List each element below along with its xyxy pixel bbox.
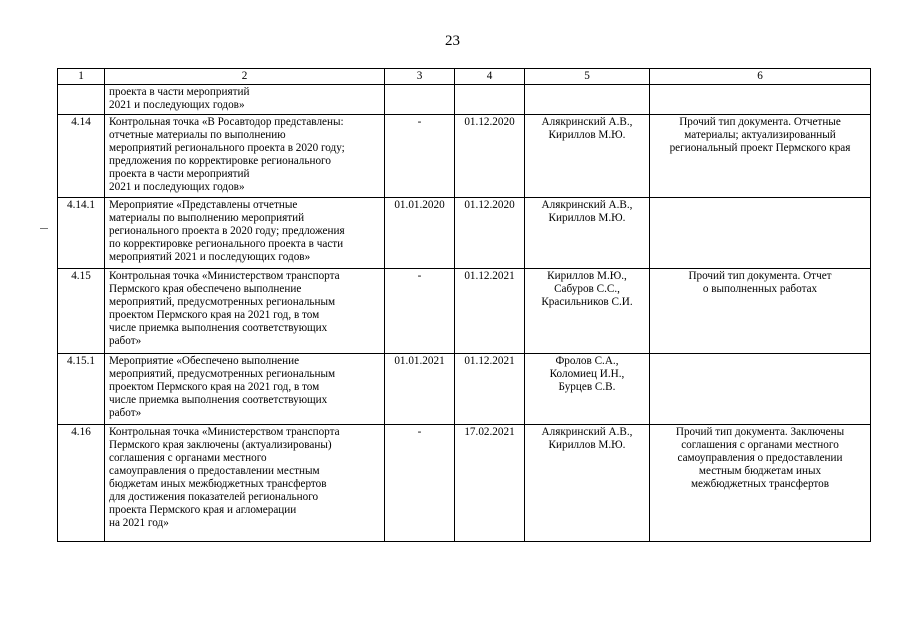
description-line: по корректировке регионального проекта в части — [109, 238, 344, 250]
description-line: проектом Пермского края на 2021 год, в том — [109, 309, 320, 321]
start-date-cell — [385, 85, 455, 115]
table-row — [58, 269, 871, 354]
description-line: Пермского края заключены (актуализированы) — [109, 439, 332, 451]
table-row — [58, 115, 871, 198]
result-line: о выполненных работах — [702, 283, 818, 295]
result-line: Прочий тип документа. Отчетные — [679, 116, 841, 128]
description-line: числе приемка выполнения соответствующих — [109, 322, 328, 334]
header-cell-3: 3 — [385, 69, 455, 85]
header-cell-5: 5 — [525, 69, 650, 85]
schedule-table — [57, 68, 871, 542]
description-line: мероприятий, предусмотренных региональным — [109, 368, 336, 380]
responsible-line: Красильников С.И. — [541, 296, 633, 308]
start-date-cell: 01.01.2020 — [385, 198, 455, 269]
end-date-cell: 01.12.2021 — [455, 354, 525, 425]
description-line: мероприятий, предусмотренных региональным — [109, 296, 336, 308]
description-cell — [105, 115, 385, 198]
description-cell — [105, 85, 385, 115]
responsible-cell — [525, 269, 650, 354]
description-line: проекта Пермского края и агломерации — [109, 504, 297, 516]
description-line: Пермского края обеспечено выполнение — [109, 283, 302, 295]
responsible-cell — [525, 85, 650, 115]
header-cell-4: 4 — [455, 69, 525, 85]
responsible-cell — [525, 115, 650, 198]
result-line: Прочий тип документа. Отчет — [688, 270, 832, 282]
description-line: бюджетам иных межбюджетных трансфертов — [109, 478, 327, 490]
description-line: для достижения показателей регионального — [109, 491, 319, 503]
end-date-cell: 17.02.2021 — [455, 425, 525, 542]
description-line: проектом Пермского края на 2021 год, в том — [109, 381, 320, 393]
row-number-cell: 4.16 — [58, 425, 105, 542]
description-line: предложения по корректировке регионального — [109, 155, 331, 167]
header-cell-1: 1 — [58, 69, 105, 85]
row-number-cell: 4.14 — [58, 115, 105, 198]
table-row — [58, 85, 871, 115]
description-line: мероприятий 2021 и последующих годов» — [109, 251, 311, 263]
description-line: самоуправления о предоставлении местным — [109, 465, 320, 477]
description-line: регионального проекта в 2020 году; предложения — [109, 225, 345, 237]
responsible-line: Алякринский А.В., — [541, 426, 633, 438]
description-line: Мероприятие «Представлены отчетные — [109, 199, 298, 211]
result-line: материалы; актуализированный — [684, 129, 836, 141]
responsible-line: Алякринский А.В., — [541, 116, 633, 128]
row-number-cell — [58, 85, 105, 115]
header-cell-6: 6 — [650, 69, 871, 85]
description-line: проекта в части мероприятий — [109, 168, 250, 180]
description-line: Мероприятие «Обеспечено выполнение — [109, 355, 300, 367]
description-line: работ» — [109, 335, 142, 347]
table-header-row — [58, 69, 871, 85]
result-cell — [650, 115, 871, 198]
responsible-cell — [525, 354, 650, 425]
description-line: соглашения с органами местного — [109, 452, 267, 464]
result-line: местным бюджетам иных — [698, 465, 822, 477]
description-line: материалы по выполнению мероприятий — [109, 212, 305, 224]
description-cell — [105, 425, 385, 542]
result-line: межбюджетных трансфертов — [690, 478, 830, 490]
row-number-cell: 4.15.1 — [58, 354, 105, 425]
description-line: 2021 и последующих годов» — [109, 99, 245, 111]
description-line: Контрольная точка «В Росавтодор представлены: — [109, 116, 344, 128]
row-number-cell: 4.15 — [58, 269, 105, 354]
end-date-cell — [455, 85, 525, 115]
result-cell — [650, 425, 871, 542]
result-line: самоуправления о предоставлении — [677, 452, 843, 464]
start-date-cell: 01.01.2021 — [385, 354, 455, 425]
description-line: 2021 и последующих годов» — [109, 181, 245, 193]
table-row — [58, 354, 871, 425]
description-line: работ» — [109, 407, 142, 419]
responsible-line: Бурцев С.В. — [558, 381, 616, 393]
start-date-cell: - — [385, 269, 455, 354]
row-number-cell: 4.14.1 — [58, 198, 105, 269]
responsible-line: Коломиец И.Н., — [549, 368, 625, 380]
end-date-cell: 01.12.2020 — [455, 115, 525, 198]
responsible-line: Сабуров С.С., — [554, 283, 620, 295]
end-date-cell: 01.12.2021 — [455, 269, 525, 354]
result-cell — [650, 85, 871, 115]
description-cell — [105, 198, 385, 269]
result-line: Прочий тип документа. Заключены — [675, 426, 845, 438]
result-cell — [650, 269, 871, 354]
responsible-cell — [525, 198, 650, 269]
table-row — [58, 425, 871, 542]
description-cell — [105, 354, 385, 425]
responsible-line: Кириллов М.Ю. — [548, 129, 626, 141]
description-line: отчетные материалы по выполнению — [109, 129, 286, 141]
responsible-cell — [525, 425, 650, 542]
description-line: Контрольная точка «Министерством транспорта — [109, 426, 340, 438]
result-cell — [650, 354, 871, 425]
responsible-line: Кириллов М.Ю. — [548, 439, 626, 451]
result-cell — [650, 198, 871, 269]
start-date-cell: - — [385, 115, 455, 198]
responsible-line: Кириллов М.Ю. — [548, 212, 626, 224]
responsible-line: Фролов С.А., — [555, 355, 619, 367]
description-line: числе приемка выполнения соответствующих — [109, 394, 328, 406]
end-date-cell: 01.12.2020 — [455, 198, 525, 269]
table-row — [58, 198, 871, 269]
margin-mark — [40, 228, 48, 229]
result-line: региональный проект Пермского края — [669, 142, 851, 154]
responsible-line: Алякринский А.В., — [541, 199, 633, 211]
description-line: Контрольная точка «Министерством транспорта — [109, 270, 340, 282]
result-line: соглашения с органами местного — [681, 439, 839, 451]
description-cell — [105, 269, 385, 354]
responsible-line: Кириллов М.Ю., — [547, 270, 627, 282]
description-line: на 2021 год» — [109, 517, 169, 529]
start-date-cell: - — [385, 425, 455, 542]
description-line: мероприятий регионального проекта в 2020 году; — [109, 142, 345, 154]
page-number: 23 — [445, 33, 460, 49]
header-cell-2: 2 — [105, 69, 385, 85]
description-line: проекта в части мероприятий — [109, 86, 250, 98]
